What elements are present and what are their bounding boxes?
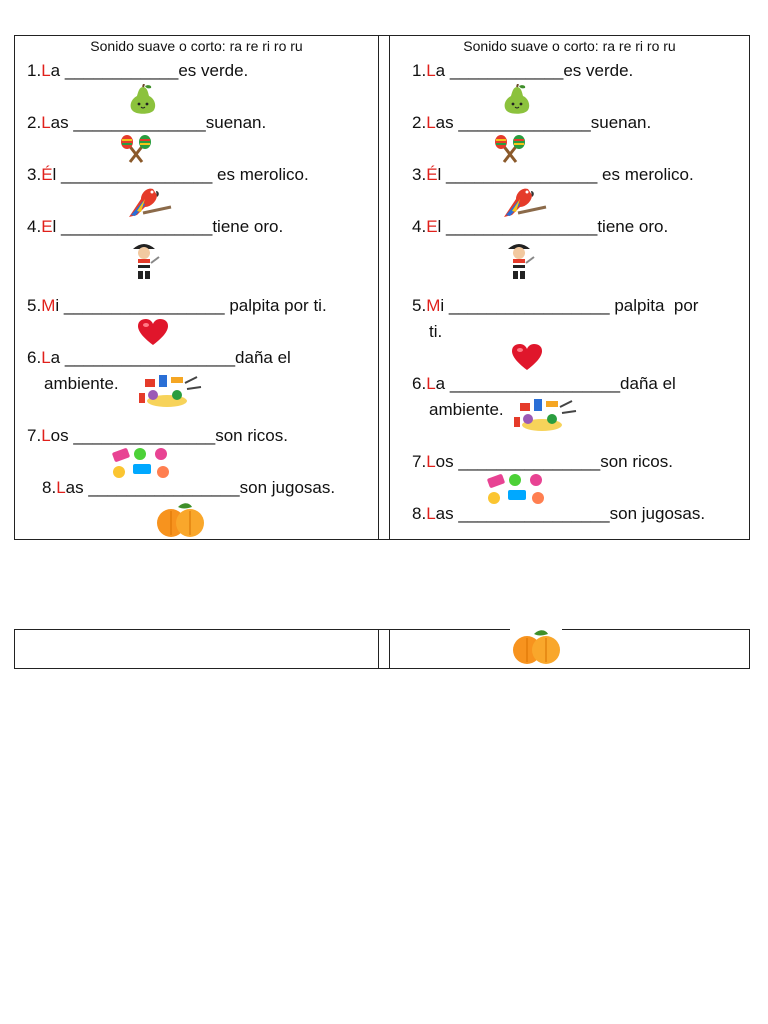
item-3: 3.Él ________________ es merolico. [27,165,309,184]
item-1: 1.La ____________es verde. [27,61,249,80]
candy-icon [484,472,548,506]
item-8: 8.Las ________________son jugosas. [42,478,336,497]
column-divider [378,630,390,668]
pirate-icon [127,239,163,281]
item-1-right: 1.La ____________es verde. [412,61,634,80]
item-4: 4.El ________________tiene oro. [27,217,284,236]
trash-icon [508,397,578,433]
parrot-icon [123,185,173,221]
item-7-right: 7.Los _______________son ricos. [412,452,673,471]
item-4-right: 4.El ________________tiene oro. [412,217,669,236]
overflow-left [15,630,378,668]
column-divider [378,36,390,539]
item-5-right-cont: ti. [429,322,443,341]
worksheet-title-right: Sonido suave o corto: ra re ri ro ru [463,38,676,54]
item-2-right: 2.Las ______________suenan. [412,113,652,132]
item-3-right: 3.Él ________________ es merolico. [412,165,694,184]
item-2: 2.Las ______________suenan. [27,113,267,132]
item-7: 7.Los _______________son ricos. [27,426,288,445]
worksheet-title: Sonido suave o corto: ra re ri ro ru [90,38,303,54]
worksheet-table [14,35,750,540]
item-6-right: 6.La __________________daña el [412,374,676,393]
maracas-icon [120,134,152,164]
item-5-right: 5.Mi _________________ palpita por [412,296,699,315]
worksheet-left [15,36,378,539]
item-6: 6.La __________________daña el [27,348,291,367]
item-8-right: 8.Las ________________son jugosas. [412,504,706,523]
maracas-icon [494,134,526,164]
trash-icon [133,373,203,409]
item-6-cont: ambiente. [44,374,119,393]
item-6-right-cont: ambiente. [429,400,504,419]
pear-icon [126,84,160,116]
worksheet-right [390,36,749,539]
overflow-table [14,629,750,669]
parrot-icon [498,185,548,221]
orange-icon [154,499,206,539]
heart-icon [137,318,169,346]
heart-icon [511,343,543,371]
orange-icon [510,626,562,666]
pirate-icon [502,239,538,281]
candy-icon [109,446,173,480]
pear-icon [500,84,534,116]
overflow-right [390,630,749,668]
item-5: 5.Mi _________________ palpita por ti. [27,296,327,315]
